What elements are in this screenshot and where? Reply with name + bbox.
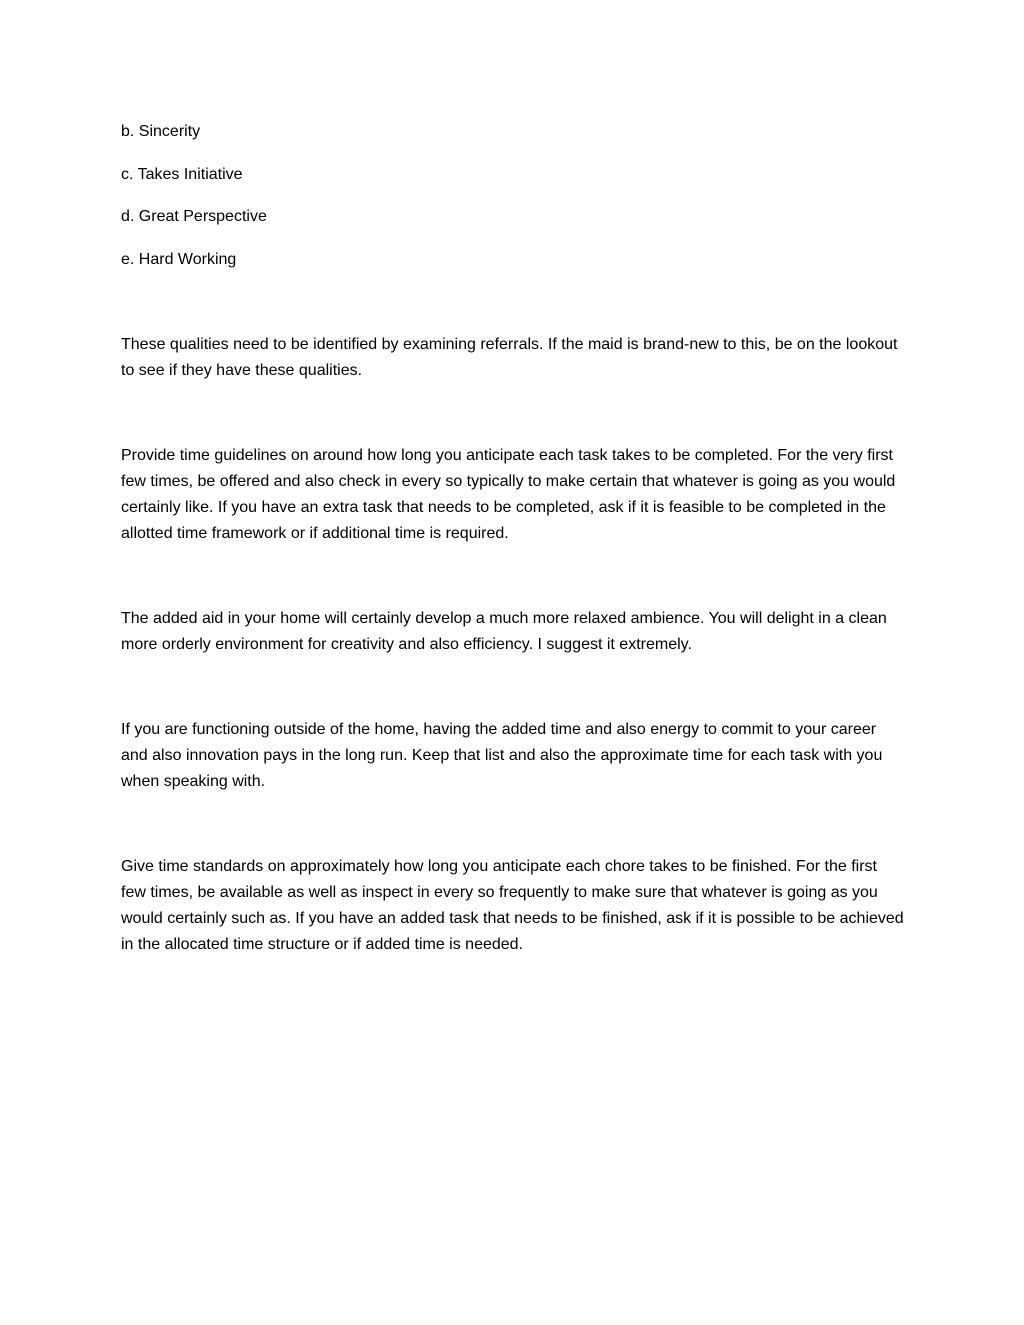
list-item-hard-working: e. Hard Working (121, 250, 237, 268)
document-body (121, 119, 906, 958)
list-item-takes-initiative: c. Takes Initiative (121, 165, 243, 183)
list-item-sincerity: b. Sincerity (121, 123, 201, 140)
paragraph-functioning-outside: If you are functioning outside of the home, having the added time and also energy to commit to your career and also innovation pays in the long run. Keep that list and also the approximate time for each task with you when speaking with. (121, 721, 883, 790)
paragraph-time-guidelines: Provide time guidelines on around how long you anticipate each task takes to be completed. For the very first few times, be offered and also check in every so typically to make certain that whatever is going as you would certainly like. If you have an extra task that needs to be completed, ask if it is feasible to be completed in the allotted time framework or if additional time is required. (121, 447, 896, 542)
paragraph-time-standards: Give time standards on approximately how long you anticipate each chore takes to be finished. For the first few times, be available as well as inspect in every so frequently to make sure that whatever is going as you would certainly such as. If you have an added task that needs to be finished, ask if it is possible to be achieved in the allocated time structure or if added time is needed. (121, 858, 904, 953)
list-item-great-perspective: d. Great Perspective (121, 208, 267, 225)
paragraph-qualities: These qualities need to be identified by examining referrals. If the maid is brand-new to this, be on the lookout to see if they have these qualities. (121, 336, 898, 379)
paragraph-added-aid: The added aid in your home will certainly develop a much more relaxed ambience. You will delight in a clean more orderly environment for creativity and also efficiency. I suggest it extremely. (121, 610, 887, 653)
